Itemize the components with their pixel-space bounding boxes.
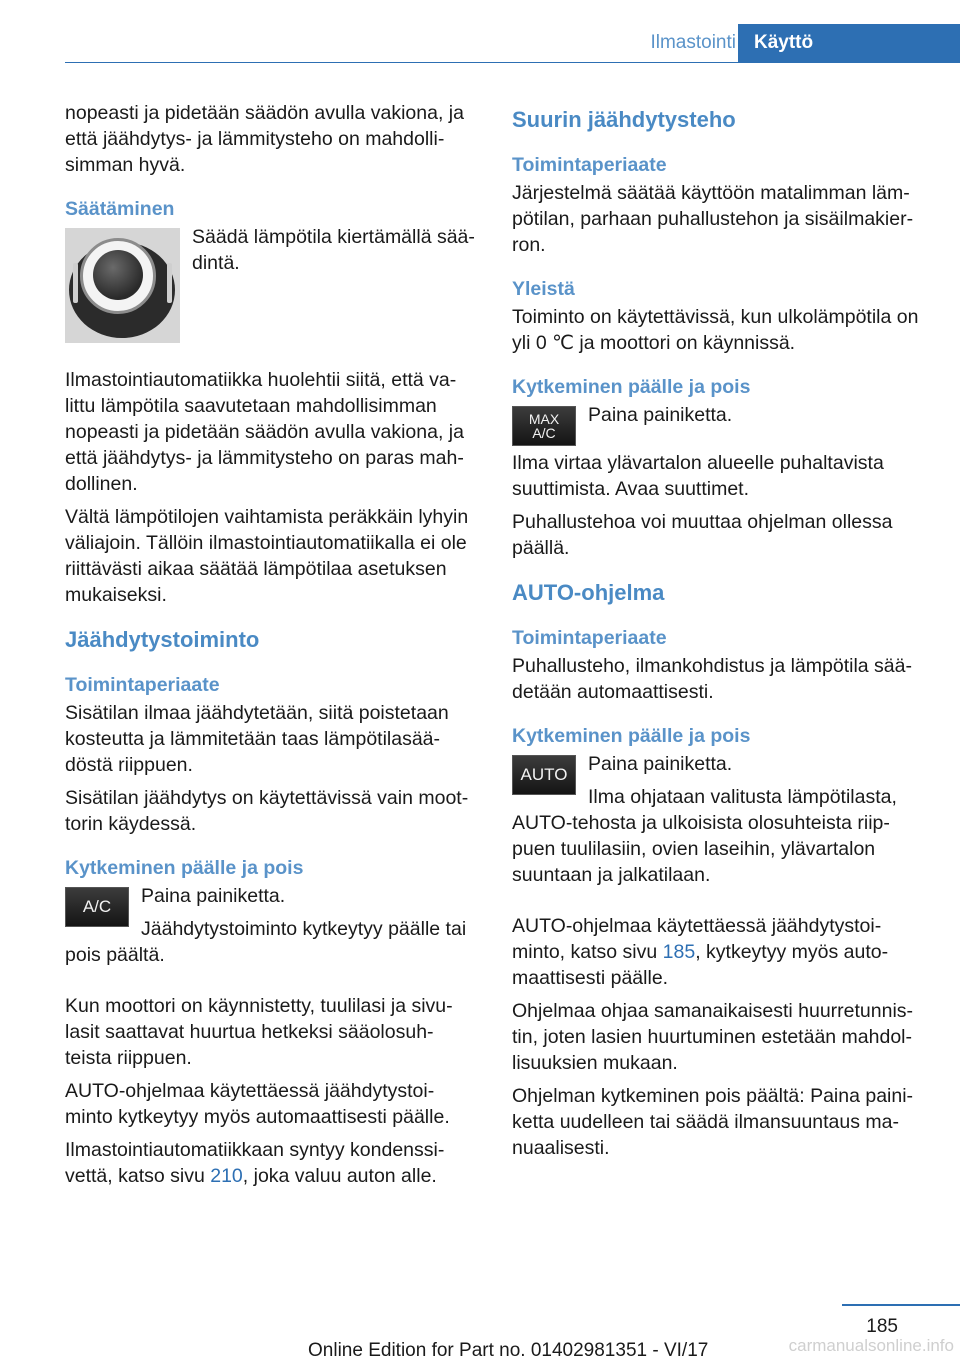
auto-switch-heading: Kytkeminen päälle ja pois: [512, 725, 751, 747]
auto-program-title: AUTO-ohjelma: [512, 580, 665, 605]
header-rule: [65, 62, 960, 63]
auto-off-paragraph: Ohjelman kytkeminen pois päältä: Paina paini-ketta uudelleen tai säädä ilmansuuntaus ma-nuaalisesti.: [512, 1085, 914, 1159]
adjust-heading: Säätäminen: [65, 198, 175, 220]
ac-button-image: [65, 887, 129, 927]
auto-button-image: [512, 755, 576, 795]
auto-program-paragraph: AUTO-ohjelmaa käytettäessä jäähdytystoi-minto kytkeytyy myös automaattisesti päälle.: [65, 1080, 450, 1128]
adjust-text: Säädä lämpötila kiertämällä sää-dintä.: [192, 226, 475, 274]
auto-principle-text: Puhallusteho, ilmankohdistus ja lämpötila sää-detään automaattisesti.: [512, 655, 912, 703]
max-ac-button-image: [512, 406, 576, 446]
adjust-section: [65, 196, 477, 349]
condensate-paragraph: Ilmastointiautomatiikkaan syntyy kondenssi-vettä, katso sivu 210, joka valuu auton alle.: [65, 1139, 445, 1187]
watermark: carmanualsonline.info: [788, 1336, 954, 1355]
auto-button-label: AUTO: [512, 755, 576, 795]
footer-rule: [842, 1304, 960, 1306]
auto-switch-p2: Ilma ohjataan valitusta lämpötilasta, AUTO-tehosta ja ulkoisista olosuhteista riip-puen tuulilasiin, ovien laseihin, ylävartalon suuntaan ja jalkatilaan.: [512, 786, 897, 886]
general-heading: Yleistä: [512, 278, 575, 300]
edition-text: Online Edition for Part no. 01402981351 - VI/17: [308, 1340, 709, 1361]
intro-paragraph: nopeasti ja pidetään säädön avulla vakiona, ja että jäähdytys- ja lämmitysteho on mahdolli-simman hyvä.: [65, 102, 464, 176]
max-air-paragraph: Ilma virtaa ylävartalon alueelle puhaltavista suuttimista. Avaa suuttimet.: [512, 452, 884, 500]
max-switch-heading: Kytkeminen päälle ja pois: [512, 376, 751, 398]
cooling-principle-p1: Sisätilan ilmaa jäähdytetään, siitä poistetaan kosteutta ja lämmitetään taas lämpötilasää-döstä riippuen.: [65, 702, 449, 776]
max-principle-text: Järjestelmä säätää käyttöön matalimman läm-pötilan, parhaan puhallustehon ja sisäilmakier-ron.: [512, 182, 914, 256]
max-button-line1: MAX: [528, 411, 560, 427]
auto-defrost-paragraph: Ohjelmaa ohjaa samanaikaisesti huurretunnis-tin, joten lasien huurtuminen estetään mahdol-lisuuksien mukaan.: [512, 1000, 914, 1074]
cooling-title: Jäähdytystoiminto: [65, 627, 260, 652]
max-cooling-section: [512, 106, 924, 561]
right-column: [512, 100, 924, 1168]
page-header: [0, 24, 960, 62]
max-fan-paragraph: Puhallustehoa voi muuttaa ohjelman ollessa päällä.: [512, 511, 893, 559]
page-link-185[interactable]: 185: [662, 941, 696, 963]
fog-paragraph: Kun moottori on käynnistetty, tuulilasi ja sivu-lasit saattavat huurtua hetkeksi sääolosuh-teista riippuen.: [65, 995, 453, 1069]
ac-button-label: A/C: [65, 887, 129, 927]
auto-cooling-paragraph: AUTO-ohjelmaa käytettäessä jäähdytystoi-minto, katso sivu 185, kytkeytyy myös auto-maattisesti päälle.: [512, 915, 889, 989]
general-text: Toiminto on käytettävissä, kun ulkolämpötila on yli 0 ℃ ja moottori on käynnissä.: [512, 306, 919, 354]
max-cooling-title: Suurin jäähdytysteho: [512, 107, 736, 132]
auto-climate-paragraph: Ilmastointiautomatiikka huolehtii siitä, että va-littu lämpötila saavutetaan mahdollisimman nopeasti ja pidetään säädön avulla vakiona, ja että jäähdytys- ja lämmitysteho on paras mah-dollinen.: [65, 369, 464, 495]
max-button-line2: A/C: [532, 425, 556, 441]
left-column: [65, 100, 477, 1196]
avoid-paragraph: Vältä lämpötilojen vaihtamista peräkkäin lyhyin väliajoin. Tällöin ilmastointiautomatiikalla ei ole riittävästi aikaa säätää lämpötilaa asetuksen mukaiseksi.: [65, 506, 469, 606]
page-number: 185: [866, 1316, 898, 1337]
cooling-principle-heading: Toimintaperiaate: [65, 674, 220, 696]
cooling-switch-p2: Jäähdytystoiminto kytkeytyy päälle tai pois päältä.: [65, 918, 467, 966]
auto-switch-p1: Paina painiketta.: [588, 753, 733, 775]
cooling-principle-p2: Sisätilan jäähdytys on käytettävissä vain moot-torin käydessä.: [65, 787, 469, 835]
auto-program-section: [512, 579, 924, 1161]
temperature-knob-image: [65, 228, 180, 343]
cooling-switch-heading: Kytkeminen päälle ja pois: [65, 857, 304, 879]
cooling-switch-p1: Paina painiketta.: [141, 885, 286, 907]
page-link-210[interactable]: 210: [210, 1165, 243, 1187]
auto-principle-heading: Toimintaperiaate: [512, 627, 667, 649]
header-chapter-tab: Käyttö: [738, 24, 960, 62]
cooling-section: [65, 626, 477, 1189]
header-section-label: Ilmastointi: [650, 32, 736, 53]
max-switch-text: Paina painiketta.: [588, 404, 733, 426]
max-principle-heading: Toimintaperiaate: [512, 154, 667, 176]
